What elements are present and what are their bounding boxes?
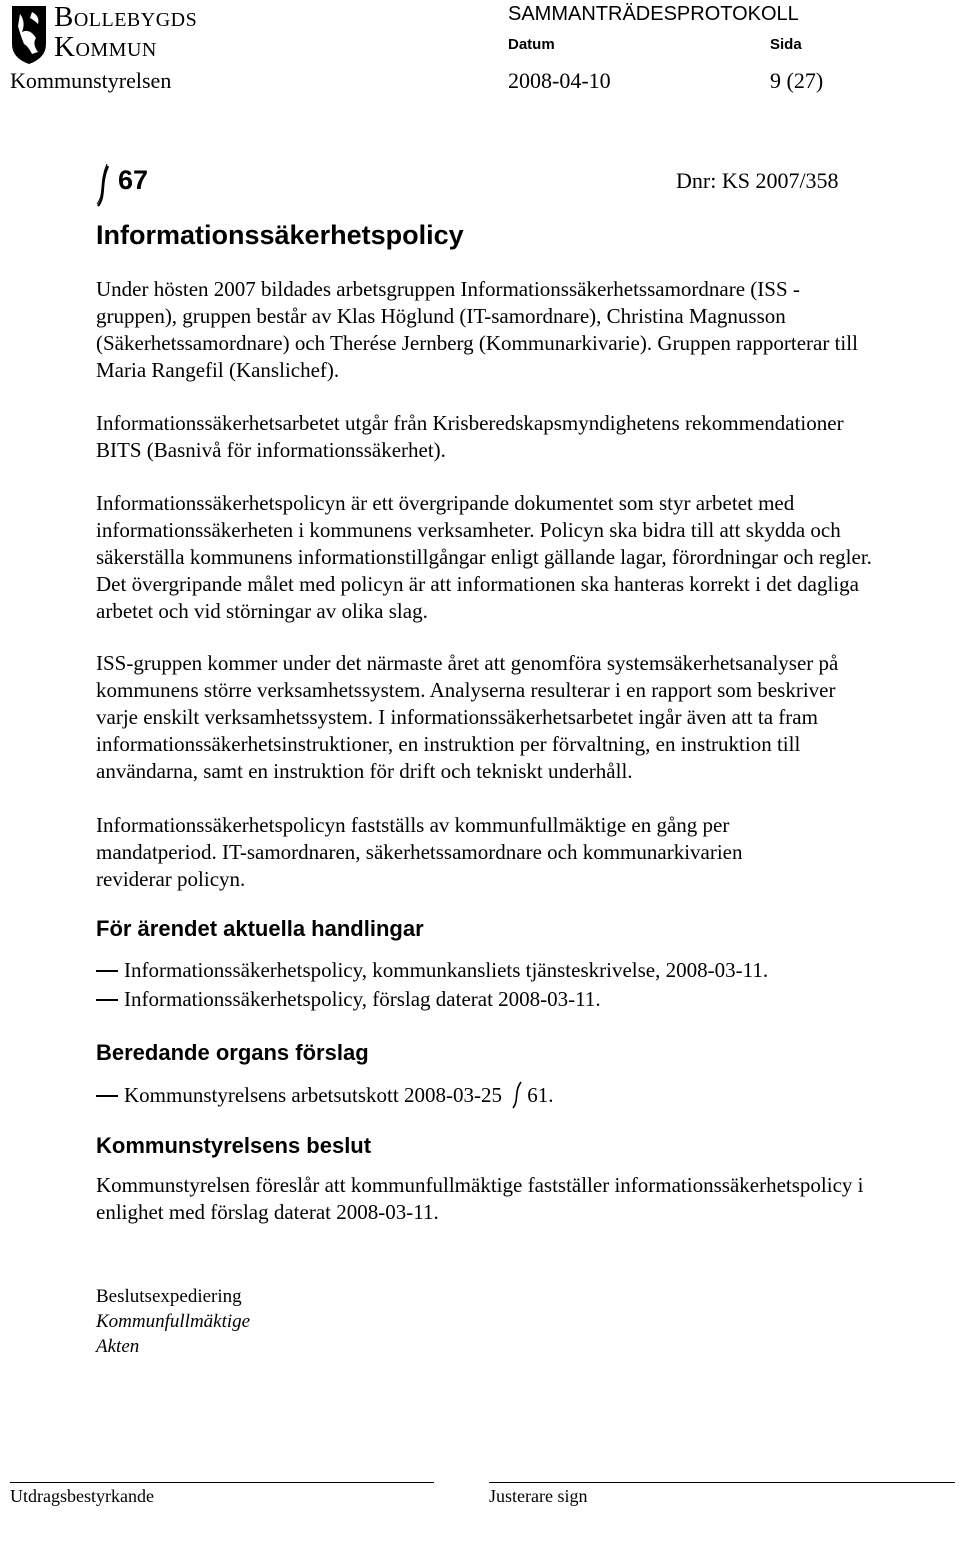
list-item: Informationssäkerhetspolicy, kommunkansliets tjänsteskrivelse, 2008-03-11.: [96, 957, 768, 984]
dispatch-recipient: Akten: [96, 1336, 140, 1357]
municipal-crest-icon: [10, 4, 48, 66]
page-number: 9 (27): [770, 68, 824, 93]
paragraph-symbol-icon: [96, 164, 110, 208]
dispatch-recipient: Kommunfullmäktige: [96, 1311, 251, 1332]
dash-bullet-icon: [96, 999, 118, 1001]
meeting-date: 2008-04-10: [508, 68, 611, 93]
paragraph-iss-plans: ISS-gruppen kommer under det närmaste året att genomföra systemsäkerhetsanalyser på kommunens större verksamhetssystem. Analyserna resulterar i en rapport som beskriver varje enskilt verksamhetssystem. I informationssäkerhetsarbetet ingår även att ta fram informationssäkerhetsinstruktioner, en instruktion per förvaltning, en instruktion till användarna, samt en instruktion för drift och tekniskt underhåll.: [96, 651, 839, 783]
footer-divider: [10, 1482, 434, 1483]
paragraph-working-group: Under hösten 2007 bildades arbetsgruppen Informationssäkerhetssamordnare (ISS - gruppen), gruppen består av Klas Höglund (IT-samordnare), Christina Magnusson (Säkerhetssamordnare) och Therése Jernberg (Kommunarkivarie). Gruppen rapporterar till Maria Rangefil (Kanslichef).: [96, 277, 858, 382]
paragraph-policy-purpose: Informationssäkerhetspolicyn är ett övergripande dokumentet som styr arbetet med informationssäkerheten i kommunens verksamheter. Policyn ska bidra till att skydda och säkerställa kommunens informationstillgångar enligt gällande lagar, förordningar och regler. Det övergripande målet med policyn är att informationen ska hanteras korrekt i det dagliga arbetet och vid störningar av olika slag.: [96, 491, 872, 623]
dash-bullet-icon: [96, 1095, 118, 1097]
list-item: Informationssäkerhetspolicy, förslag daterat 2008-03-11.: [96, 986, 601, 1013]
page-title: Informationssäkerhetspolicy: [96, 220, 464, 250]
case-number: Dnr: KS 2007/358: [676, 168, 839, 193]
paragraph-policy-revision: Informationssäkerhetspolicyn fastställs av kommunfullmäktige en gång per mandatperiod. IT-samordnaren, säkerhetssamordnare och kommunarkivarien reviderar policyn.: [96, 813, 743, 891]
decision-text: Kommunstyrelsen föreslår att kommunfullmäktige fastställer informationssäkerhetspolicy i enlighet med förslag daterat 2008-03-11.: [96, 1173, 864, 1224]
dash-bullet-icon: [96, 970, 118, 972]
documents-heading: För ärendet aktuella handlingar: [96, 916, 424, 941]
footer-divider: [489, 1482, 955, 1483]
document-type: SAMMANTRÄDESPROTOKOLL: [508, 3, 799, 25]
paragraph-bits: Informationssäkerhetsarbetet utgår från Krisberedskapsmyndighetens rekommendationer BITS (Basnivå för informationssäkerhet).: [96, 411, 844, 462]
organization-name: Bollebygds Kommun: [54, 1, 198, 63]
decision-heading: Kommunstyrelsens beslut: [96, 1133, 372, 1158]
dispatch-label: Beslutsexpediering: [96, 1286, 242, 1307]
paragraph-symbol-icon: [511, 1081, 523, 1109]
dispatch-block: [96, 1284, 250, 1359]
footer-certification-label: Utdragsbestyrkande: [10, 1486, 154, 1506]
footer-signature-label: Justerare sign: [489, 1486, 588, 1506]
page-label: Sida: [770, 36, 802, 53]
paragraph-number: 67: [118, 165, 149, 195]
date-label: Datum: [508, 36, 555, 53]
organization-unit: Kommunstyrelsen: [10, 68, 172, 93]
list-item: Kommunstyrelsens arbetsutskott 2008-03-25 61.: [96, 1081, 553, 1109]
proposal-heading: Beredande organs förslag: [96, 1040, 369, 1065]
